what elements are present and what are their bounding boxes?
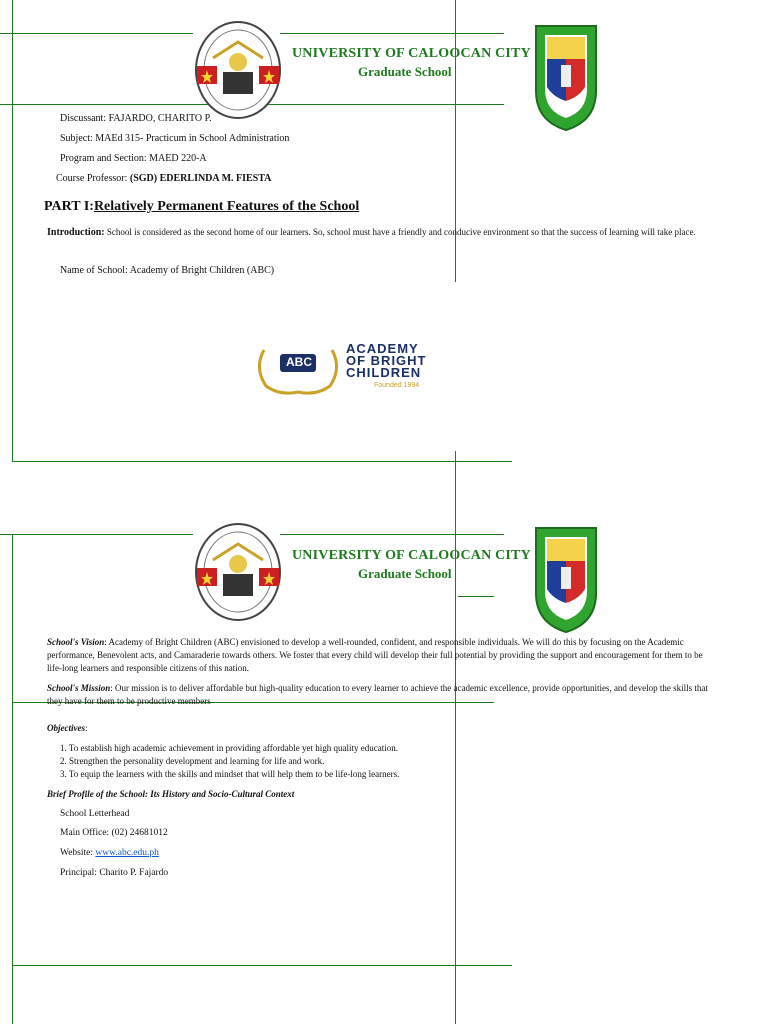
vision-paragraph (47, 636, 717, 675)
professor-label: Course Professor: (56, 173, 128, 184)
abc-founded: Founded 1994 (374, 382, 420, 389)
abc-logo-line3: CHILDREN (346, 365, 422, 380)
rule-line (12, 965, 512, 966)
subject-label: Subject: (60, 133, 93, 144)
objective-item: 1. To establish high academic achievement in providing affordable yet high quality education. (60, 743, 398, 753)
rule-line (0, 33, 193, 34)
subject-value: MAEd 315- Practicum in School Administration (95, 133, 290, 144)
discussant-value: FAJARDO, CHARITO P. (108, 113, 212, 124)
rule-line (0, 534, 193, 535)
part1-title: Relatively Permanent Features of the School (93, 199, 360, 214)
abc-logo (250, 340, 510, 396)
program-label: Program and Section: (60, 153, 147, 164)
rule-line (12, 461, 512, 462)
objectives-label: Objectives (47, 723, 85, 733)
part1-prefix: PART I: (44, 199, 94, 214)
professor-value: (SGD) EDERLINDA M. FIESTA (129, 173, 272, 184)
ucc-seal-icon (193, 522, 283, 622)
rule-line (12, 0, 13, 462)
website-label: Website: (60, 848, 96, 858)
mission-paragraph (47, 682, 717, 708)
subject-line (60, 133, 289, 144)
objective-item: 3. To equip the learners with the skills and mindset that will help them to be life-long learners. (60, 769, 400, 779)
introduction-text: School is considered as the second home of our learners. So, school must have a friendly and conducive environment so that the success of learning will take place. (106, 227, 696, 237)
vision-label: School's Vision (47, 637, 105, 647)
objective-item: 2. Strengthen the personality development and learning for life and work. (60, 756, 325, 766)
profile-heading-text: Brief Profile of the School: Its History and Socio-Cultural Context (47, 789, 295, 799)
abc-logo-line1: ACADEMY (346, 341, 419, 356)
main-office-line: Main Office: (02) 24681012 (60, 828, 168, 838)
objectives-heading: Objectives: (47, 723, 88, 733)
vision-text: : Academy of Bright Children (ABC) envisioned to develop a well-rounded, confident, and responsible individuals. We will do this by focusing on the Academic performance, Benevolent acts, and Camaraderie towards others. We foster that every child will develop their full potential by providing the support and encouragement for them to be life-long learners and responsible citizens of this nation. (47, 637, 703, 673)
university-name: UNIVERSITY OF CALOOCAN CITY (292, 548, 531, 563)
rule-line (280, 33, 504, 34)
letterhead-line: School Letterhead (60, 809, 130, 819)
introduction-label: Introduction: (47, 227, 105, 238)
mission-text: : Our mission is to deliver affordable but high-quality education to every learner to achieve the academic excellence, provide opportunities, and develop the skills that they have for them to be productive members (47, 683, 708, 706)
professor-line (56, 173, 271, 184)
profile-heading (47, 788, 717, 801)
program-line (60, 153, 207, 164)
graduate-school-label: Graduate School (358, 566, 452, 581)
objectives-list (60, 742, 399, 781)
graduate-school-label: Graduate School (358, 64, 452, 79)
rule-line (458, 596, 494, 597)
introduction-paragraph (47, 222, 712, 243)
school-name-line: Name of School: Academy of Bright Children (ABC) (60, 265, 275, 276)
abc-badge-text: ABC (286, 355, 312, 369)
principal-line: Principal: Charito P. Fajardo (60, 868, 169, 878)
discussant-line (60, 113, 212, 124)
part1-heading (44, 199, 359, 215)
rule-line (12, 534, 13, 1024)
website-link[interactable]: www.abc.edu.ph (95, 848, 159, 858)
rule-line (455, 451, 456, 1024)
ucc-shield-icon (533, 525, 599, 635)
ucc-seal-icon (193, 20, 283, 120)
program-value: MAED 220-A (149, 153, 207, 164)
ucc-shield-icon (533, 23, 599, 133)
rule-line (280, 534, 504, 535)
website-line (60, 848, 159, 858)
university-name: UNIVERSITY OF CALOOCAN CITY (292, 46, 531, 61)
abc-logo-line2: OF BRIGHT (346, 353, 427, 368)
discussant-label: Discussant: (60, 113, 107, 124)
mission-label: School's Mission (47, 683, 111, 693)
